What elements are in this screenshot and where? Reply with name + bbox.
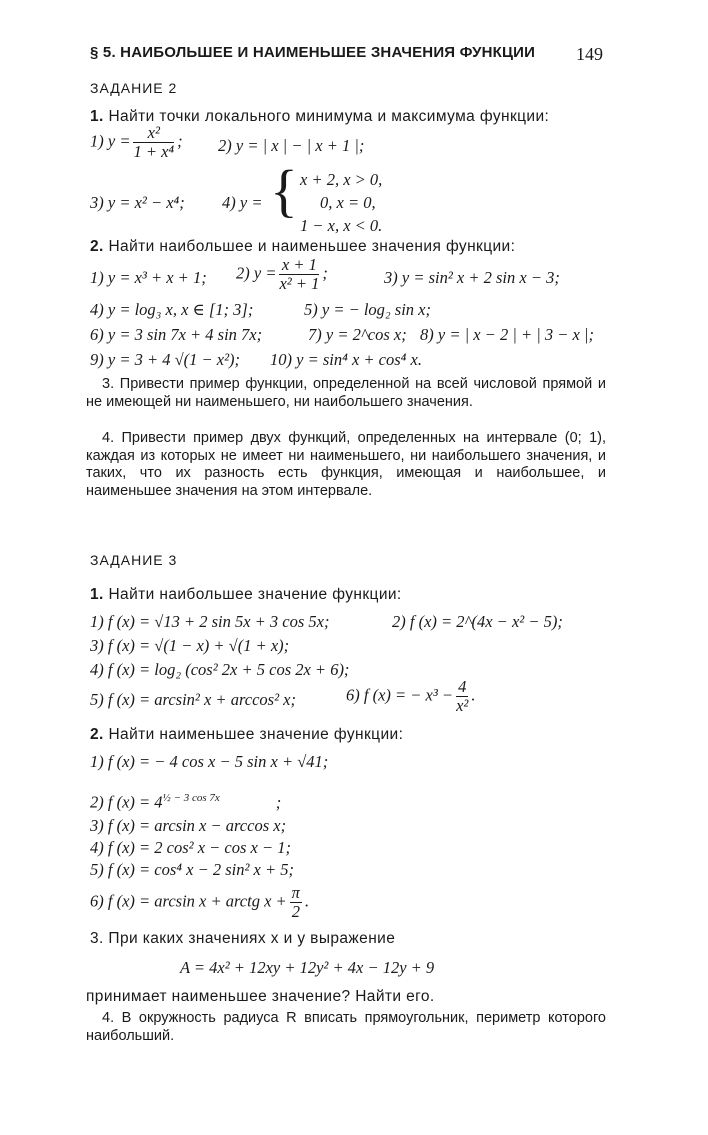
formula-part: 1) y =	[90, 131, 131, 151]
problem-number: 2.	[90, 726, 104, 743]
task2-p2-item6: 6) y = 3 sin 7x + 4 sin 7x;	[90, 325, 263, 344]
task3-p1-item3: 3) f (x) = √(1 − x) + √(1 + x);	[90, 636, 290, 655]
task2-title: ЗАДАНИЕ 2	[90, 80, 178, 96]
fraction	[133, 124, 174, 161]
task3-p2-item3: 3) f (x) = arcsin x − arccos x;	[90, 816, 287, 835]
task3-p1-item1: 1) f (x) = √13 + 2 sin 5x + 3 cos 5x;	[90, 612, 330, 631]
formula-part: .	[304, 891, 310, 911]
denominator: x²	[456, 696, 469, 715]
task2-p2-item7: 7) y = 2^cos x;	[308, 325, 407, 344]
task3-problem2	[90, 726, 403, 744]
task3-p2-item2	[90, 792, 281, 813]
task2-p1-item3: 3) y = x² − x⁴;	[90, 193, 185, 212]
fraction	[290, 884, 302, 921]
task3-p1-item4: 4) f (x) = log₂ (cos² 2x + 5 cos 2x + 6);	[90, 660, 350, 679]
task2-p2-item10: 10) y = sin⁴ x + cos⁴ x.	[270, 350, 422, 369]
denominator: 2	[291, 902, 300, 921]
problem-text: Найти точки локального минимума и максимума функции:	[108, 108, 550, 125]
task2-p2-item4: 4) y = log₃ x, x ∈ [1; 3];	[90, 300, 254, 319]
exponent: ½ − 3 cos 7x	[162, 792, 220, 804]
task2-problem3: 3. Привести пример функции, определенной на всей числовой прямой и не имеющей ни наименьшего, ни наибольшего значения.	[86, 376, 606, 410]
running-header: § 5. НАИБОЛЬШЕЕ И НАИМЕНЬШЕЕ ЗНАЧЕНИЯ ФУНКЦИИ	[90, 44, 536, 61]
fraction	[279, 256, 319, 293]
formula-part: ;	[275, 792, 282, 812]
piecewise-brace: {	[270, 158, 298, 223]
task3-title: ЗАДАНИЕ 3	[90, 552, 178, 568]
page-number: 149	[576, 44, 603, 64]
formula-part: ;	[177, 131, 183, 151]
task3-problem1	[90, 586, 402, 604]
task2-p2-item8: 8) y = | x − 2 | + | 3 − x |;	[420, 325, 595, 344]
denominator: 1 + x⁴	[133, 142, 175, 161]
task2-p1-item2: 2) y = | x | − | x + 1 |;	[218, 136, 365, 155]
formula-part: .	[471, 685, 476, 705]
formula-part: 2) y =	[236, 263, 277, 283]
task3-problem4: 4. В окружность радиуса R вписать прямоугольник, периметр которого наибольший.	[86, 1010, 606, 1044]
problem-text: Найти наименьшее значение функции:	[108, 726, 404, 743]
problem-number: 1.	[90, 108, 104, 125]
piecewise-case-1: x + 2, x > 0,	[300, 170, 383, 189]
task3-problem3: 3. При каких значениях x и y выражение	[90, 930, 396, 947]
task3-p1-item6	[346, 678, 475, 715]
task3-p1-item5: 5) f (x) = arcsin² x + arccos² x;	[90, 690, 296, 709]
piecewise-case-3: 1 − x, x < 0.	[300, 216, 383, 235]
formula-part: 6) f (x) = arcsin x + arctg x +	[90, 891, 287, 911]
numerator: x²	[133, 124, 174, 143]
fraction	[456, 678, 468, 715]
task2-p2-item9: 9) y = 3 + 4 √(1 − x²);	[90, 350, 241, 369]
task2-problem4: 4. Привести пример двух функций, определенных на интервале (0; 1), каждая из которых не имеет ни наименьшего, ни наибольшего значения, и таких, что их разность есть функция, имеющая и наибольшее, и наименьшее значения на этом интервале.	[86, 430, 606, 499]
task3-p2-item5: 5) f (x) = cos⁴ x − 2 sin² x + 5;	[90, 860, 294, 879]
task3-p3-continuation: принимает наименьшее значение? Найти его.	[86, 988, 435, 1005]
task2-problem2	[90, 238, 515, 256]
task2-p1-item1	[90, 124, 183, 161]
formula-part: ;	[322, 263, 328, 283]
numerator: π	[291, 883, 300, 902]
problem-number: 2.	[90, 238, 104, 255]
denominator: x² + 1	[279, 274, 320, 293]
task2-p1-item4-label: 4) y =	[222, 193, 263, 212]
formula-part: 2) f (x) = 4	[90, 792, 163, 812]
task3-p2-item1: 1) f (x) = − 4 cos x − 5 sin x + √41;	[90, 752, 329, 771]
task2-p2-item2	[236, 256, 328, 293]
task3-p3-formula: A = 4x² + 12xy + 12y² + 4x − 12y + 9	[180, 958, 435, 977]
task3-p2-item4: 4) f (x) = 2 cos² x − cos x − 1;	[90, 838, 291, 857]
task2-p2-item3: 3) y = sin² x + 2 sin x − 3;	[384, 268, 560, 287]
task2-p2-item5: 5) y = − log₂ sin x;	[304, 300, 431, 319]
formula-part: 6) f (x) = − x³ −	[346, 685, 454, 705]
numerator: x + 1	[279, 256, 319, 275]
problem-text: Найти наибольшее и наименьшее значения функции:	[108, 238, 516, 255]
task3-p1-item2: 2) f (x) = 2^(4x − x² − 5);	[392, 612, 563, 631]
problem-text: Найти наибольшее значение функции:	[108, 586, 402, 603]
numerator: 4	[456, 678, 468, 697]
task3-p2-item6	[90, 884, 309, 921]
piecewise-case-2: 0, x = 0,	[320, 193, 376, 212]
problem-number: 1.	[90, 586, 104, 603]
task2-p2-item1: 1) y = x³ + x + 1;	[90, 268, 207, 287]
